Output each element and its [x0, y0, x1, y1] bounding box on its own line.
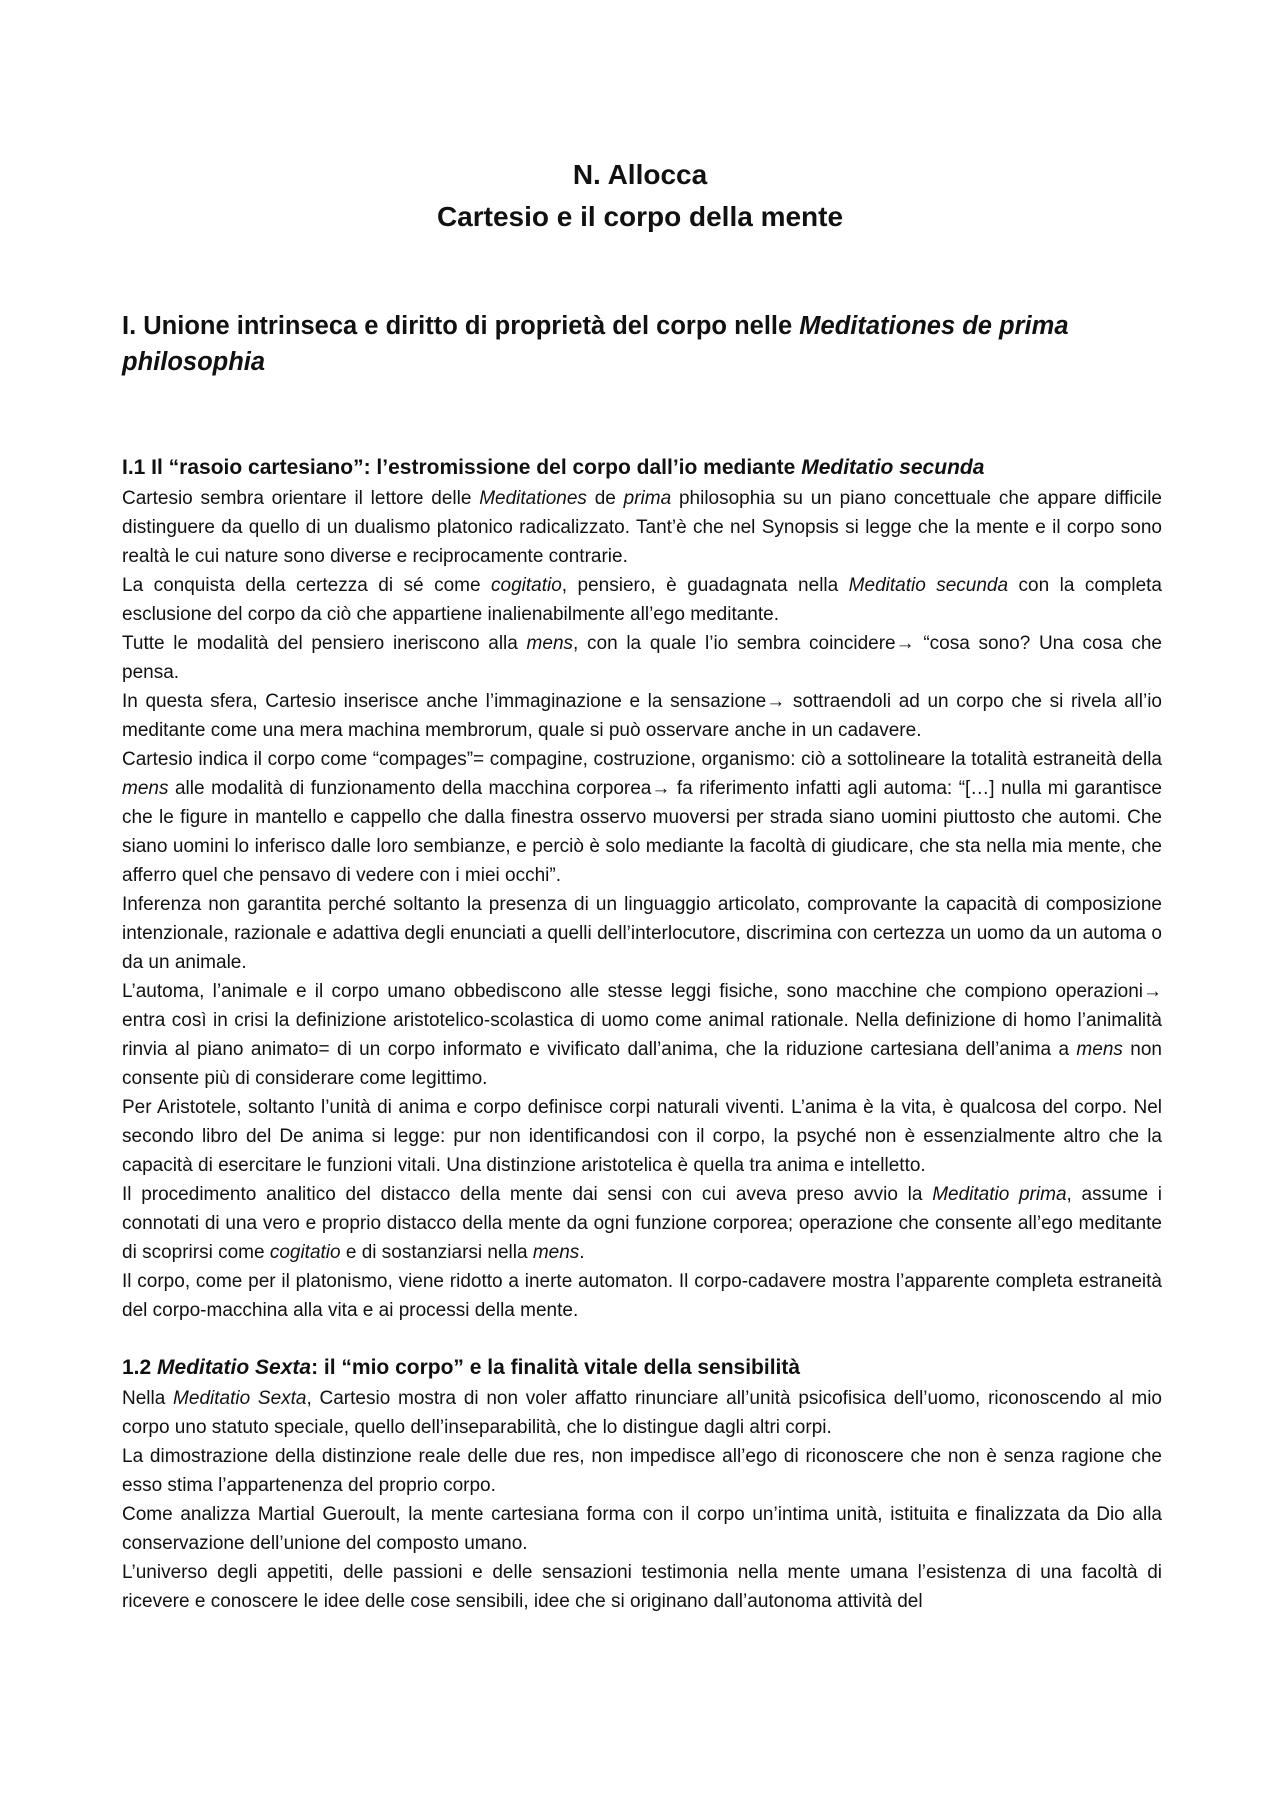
paragraph-text: sottraendoli ad un corpo che si rivela all’io meditante come una mera machina membrorum, quale si può osservare anche in un cadavere. [122, 691, 1162, 741]
paragraph-text: La conquista della certezza di sé come [122, 575, 492, 596]
document-header [0, 154, 1280, 238]
paragraph-text: , Cartesio mostra di non voler affatto rinunciare all’unità psicofisica dell’uomo, riconoscendo al mio corpo uno statuto speciale, quello dell’inseparabilità, che lo distingue dagli altri corpi. [122, 1388, 1162, 1438]
paragraph-text: entra così in crisi la definizione aristotelico-scolastica di uomo come animal rationale. Nella definizione di homo l’animalità rinvia al piano animato= di un corpo informato e vivificato dall’anima, che la riduzione cartesiana dell’anima a [122, 1010, 1162, 1060]
author-name: N. Allocca [572, 159, 708, 190]
paragraph [122, 745, 1162, 890]
paragraph [122, 977, 1162, 1093]
italic-text: Meditatio secunda [848, 575, 1009, 596]
arrow-icon: → [895, 633, 915, 654]
paragraph [122, 1384, 1162, 1442]
document-body [122, 452, 1162, 1616]
paragraph: L’universo degli appetiti, delle passioni e delle sensazioni testimonia nella mente umana l’esistenza di una facoltà di ricevere e conoscere le idee delle cose sensibili, idee che si originano dall’autonoma attività del [122, 1562, 1162, 1612]
subsection-heading-italic: Meditatio secunda [801, 456, 985, 479]
paragraph-text: “cosa sono? Una cosa che pensa. [122, 633, 1162, 683]
paragraph: Inferenza non garantita perché soltanto la presenza di un linguaggio articolato, comprovante la capacità di composizione intenzionale, razionale e adattiva degli enunciati a quelli dell’interlocutore, discrimina con certezza un uomo da un automa o da un animale. [122, 894, 1162, 973]
italic-text: mens [1076, 1039, 1123, 1060]
paragraph-text: de [586, 488, 624, 509]
arrow-icon: → [766, 691, 786, 712]
paragraph-text: Il procedimento analitico del distacco della mente dai sensi con cui aveva preso avvio la [122, 1184, 933, 1205]
section-heading-1 [122, 308, 1162, 380]
subsection-heading-1-1 [122, 452, 1162, 484]
italic-text: mens [532, 1242, 580, 1263]
arrow-icon: → [651, 778, 671, 799]
paragraph-text: In questa sfera, Cartesio inserisce anche l’immaginazione e la sensazione [122, 691, 767, 712]
paragraph [122, 571, 1162, 629]
paragraph [122, 1180, 1162, 1267]
subsection-heading-text: : il “mio corpo” e la finalità vitale della sensibilità [311, 1356, 801, 1379]
section-heading-italic: Meditationes de prima philosophia [122, 312, 1069, 376]
paragraph-text: alle modalità di funzionamento della macchina corporea [168, 778, 652, 799]
italic-text: Meditatio Sexta [173, 1388, 307, 1409]
subsection-number: 1.2 [122, 1356, 158, 1379]
paragraph-text: e di sostanziarsi nella [340, 1242, 533, 1263]
subsection-heading-1-2 [122, 1352, 1162, 1384]
paragraph-text: fa riferimento infatti agli automa: “[…] nulla mi garantisce che le figure in mantello e cappello che dalla finestra osservo muoversi per strada siano uomini piuttosto che automi. Che siano uomini lo inferisco dalle loro sembianze, e perciò è solo mediante la facoltà di giudicare, che sta nella mia mente, che afferro quel che pensavo di vedere con i miei occhi”. [122, 778, 1162, 886]
paragraph-text: non consente più di considerare come legittimo. [122, 1039, 1162, 1089]
arrow-icon: → [1143, 981, 1162, 1002]
paragraph-text: , assume i connotati di una vero e proprio distacco della mente da ogni funzione corporea; operazione che consente all’ego meditante di scoprirsi come [122, 1184, 1162, 1263]
italic-text: mens [122, 778, 169, 799]
paragraph: Per Aristotele, soltanto l’unità di anima e corpo definisce corpi naturali viventi. L’anima è la vita, è qualcosa del corpo. Nel secondo libro del De anima si legge: pur non identificandosi con il corpo, la psyché non è essenzialmente altro che la capacità di esercitare le funzioni vitali. Una distinzione aristotelica è quella tra anima e intelletto. [122, 1097, 1162, 1176]
paragraph [122, 629, 1162, 687]
italic-text: prima [623, 488, 672, 509]
paragraph-text: con la completa esclusione del corpo da ciò che appartiene inalienabilmente all’ego meditante. [122, 575, 1162, 625]
subsection-heading-text: I.1 Il “rasoio cartesiano”: l’estromissione del corpo dall’io mediante [122, 456, 802, 479]
section-heading-text: I. Unione intrinseca e diritto di proprietà del corpo nelle [122, 312, 800, 340]
document-title: Cartesio e il corpo della mente [436, 201, 844, 232]
paragraph-text: , pensiero, è guadagnata nella [561, 575, 849, 596]
paragraph [122, 687, 1162, 745]
italic-text: cogitatio [269, 1242, 341, 1263]
italic-text: mens [526, 633, 574, 654]
italic-text: Meditationes [479, 488, 587, 509]
paragraph-text: Cartesio indica il corpo come “compages”= compagine, costruzione, organismo: ciò a sottolineare la totalità estraneità della [122, 749, 1162, 770]
paragraph: Come analizza Martial Gueroult, la mente cartesiana forma con il corpo un’intima unità, istituita e finalizzata da Dio alla conservazione dell’unione del composto umano. [122, 1504, 1162, 1554]
paragraph-text: Nella [122, 1388, 174, 1409]
italic-text: Meditatio prima [932, 1184, 1067, 1205]
italic-text: cogitatio [491, 575, 562, 596]
paragraph-text: , con la quale l’io sembra coincidere [573, 633, 896, 654]
paragraph-text: philosophia su un piano concettuale che appare difficile distinguere da quello di un dualismo platonico radicalizzato. Tant’è che nel Synopsis si legge che la mente e il corpo sono realtà le cui nature sono diverse e reciprocamente contrarie. [122, 488, 1162, 567]
paragraph: La dimostrazione della distinzione reale delle due res, non impedisce all’ego di riconoscere che non è senza ragione che esso stima l’appartenenza del proprio corpo. [122, 1446, 1162, 1496]
paragraph-text: . [579, 1242, 585, 1263]
paragraph-text: Cartesio sembra orientare il lettore delle [122, 488, 480, 509]
paragraph-text: L’automa, l’animale e il corpo umano obbediscono alle stesse leggi fisiche, sono macchine che compiono operazioni [122, 981, 1143, 1002]
paragraph [122, 484, 1162, 571]
subsection-heading-italic: Meditatio Sexta [157, 1356, 312, 1379]
paragraph-text: Tutte le modalità del pensiero ineriscono alla [122, 633, 527, 654]
paragraph: Il corpo, come per il platonismo, viene ridotto a inerte automaton. Il corpo-cadavere mostra l’apparente completa estraneità del corpo-macchina alla vita e ai processi della mente. [122, 1271, 1162, 1321]
